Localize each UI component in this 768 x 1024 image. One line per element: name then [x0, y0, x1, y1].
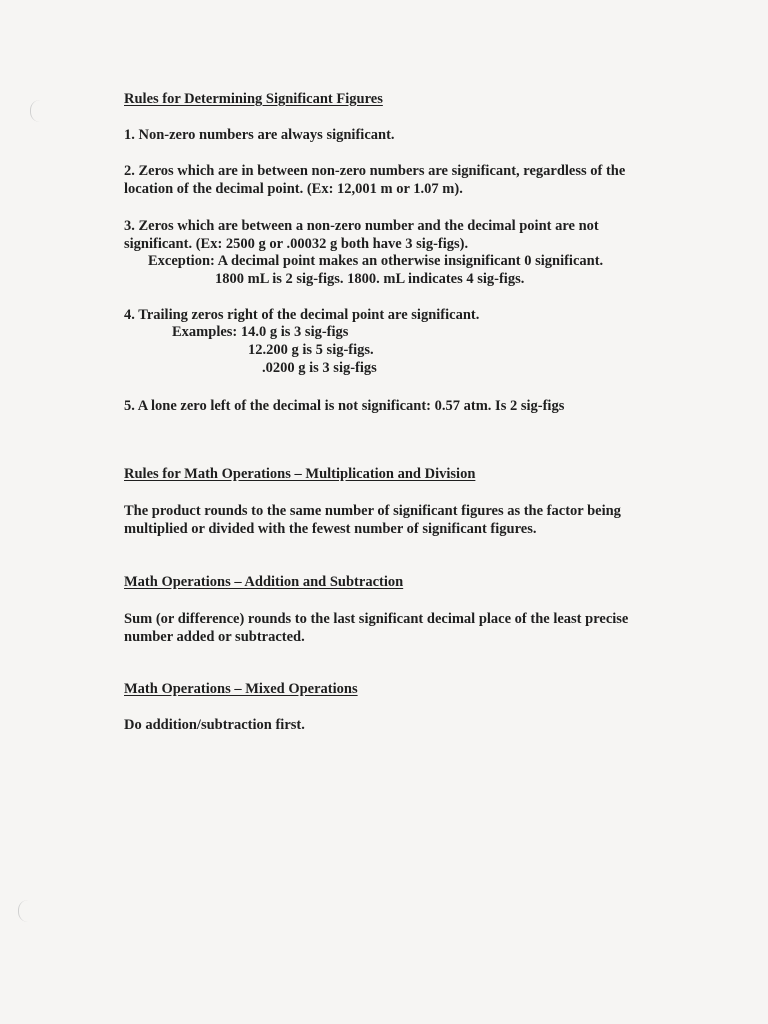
rule-2-line-1: 2. Zeros which are in between non-zero numbers are significant, regardless of the	[124, 163, 626, 179]
scan-mark	[18, 900, 29, 922]
addsub-line-1: Sum (or difference) rounds to the last significant decimal place of the least precise	[124, 611, 629, 627]
rule-4-line-1: 4. Trailing zeros right of the decimal point are significant.	[124, 307, 480, 323]
rule-3-line-2: significant. (Ex: 2500 g or .00032 g both have 3 sig-figs).	[124, 236, 469, 252]
rule-3-exception-example: 1800 mL is 2 sig-figs. 1800. mL indicates 4 sig-figs.	[215, 271, 525, 287]
heading-mixed-operations: Math Operations – Mixed Operations	[124, 681, 358, 697]
heading-significant-figures: Rules for Determining Significant Figures	[124, 91, 383, 107]
scan-mark	[30, 100, 41, 122]
rule-3-line-1: 3. Zeros which are between a non-zero number and the decimal point are not	[124, 218, 599, 234]
heading-multiplication-division: Rules for Math Operations – Multiplication and Division	[124, 466, 476, 482]
rule-1: 1. Non-zero numbers are always significant.	[124, 127, 395, 143]
rule-5: 5. A lone zero left of the decimal is not significant: 0.57 atm. Is 2 sig-figs	[124, 398, 565, 414]
rule-4-example-1: Examples: 14.0 g is 3 sig-figs	[172, 324, 349, 340]
muldiv-line-2: multiplied or divided with the fewest number of significant figures.	[124, 521, 537, 537]
addsub-line-2: number added or subtracted.	[124, 629, 305, 645]
heading-addition-subtraction: Math Operations – Addition and Subtraction	[124, 574, 404, 590]
rule-2-line-2: location of the decimal point. (Ex: 12,001 m or 1.07 m).	[124, 181, 463, 197]
rule-4-example-2: 12.200 g is 5 sig-figs.	[248, 342, 374, 358]
rule-3-exception: Exception: A decimal point makes an otherwise insignificant 0 significant.	[148, 253, 604, 269]
rule-4-example-3: .0200 g is 3 sig-figs	[262, 360, 377, 376]
muldiv-line-1: The product rounds to the same number of significant figures as the factor being	[124, 503, 621, 519]
mixed-line-1: Do addition/subtraction first.	[124, 717, 305, 733]
